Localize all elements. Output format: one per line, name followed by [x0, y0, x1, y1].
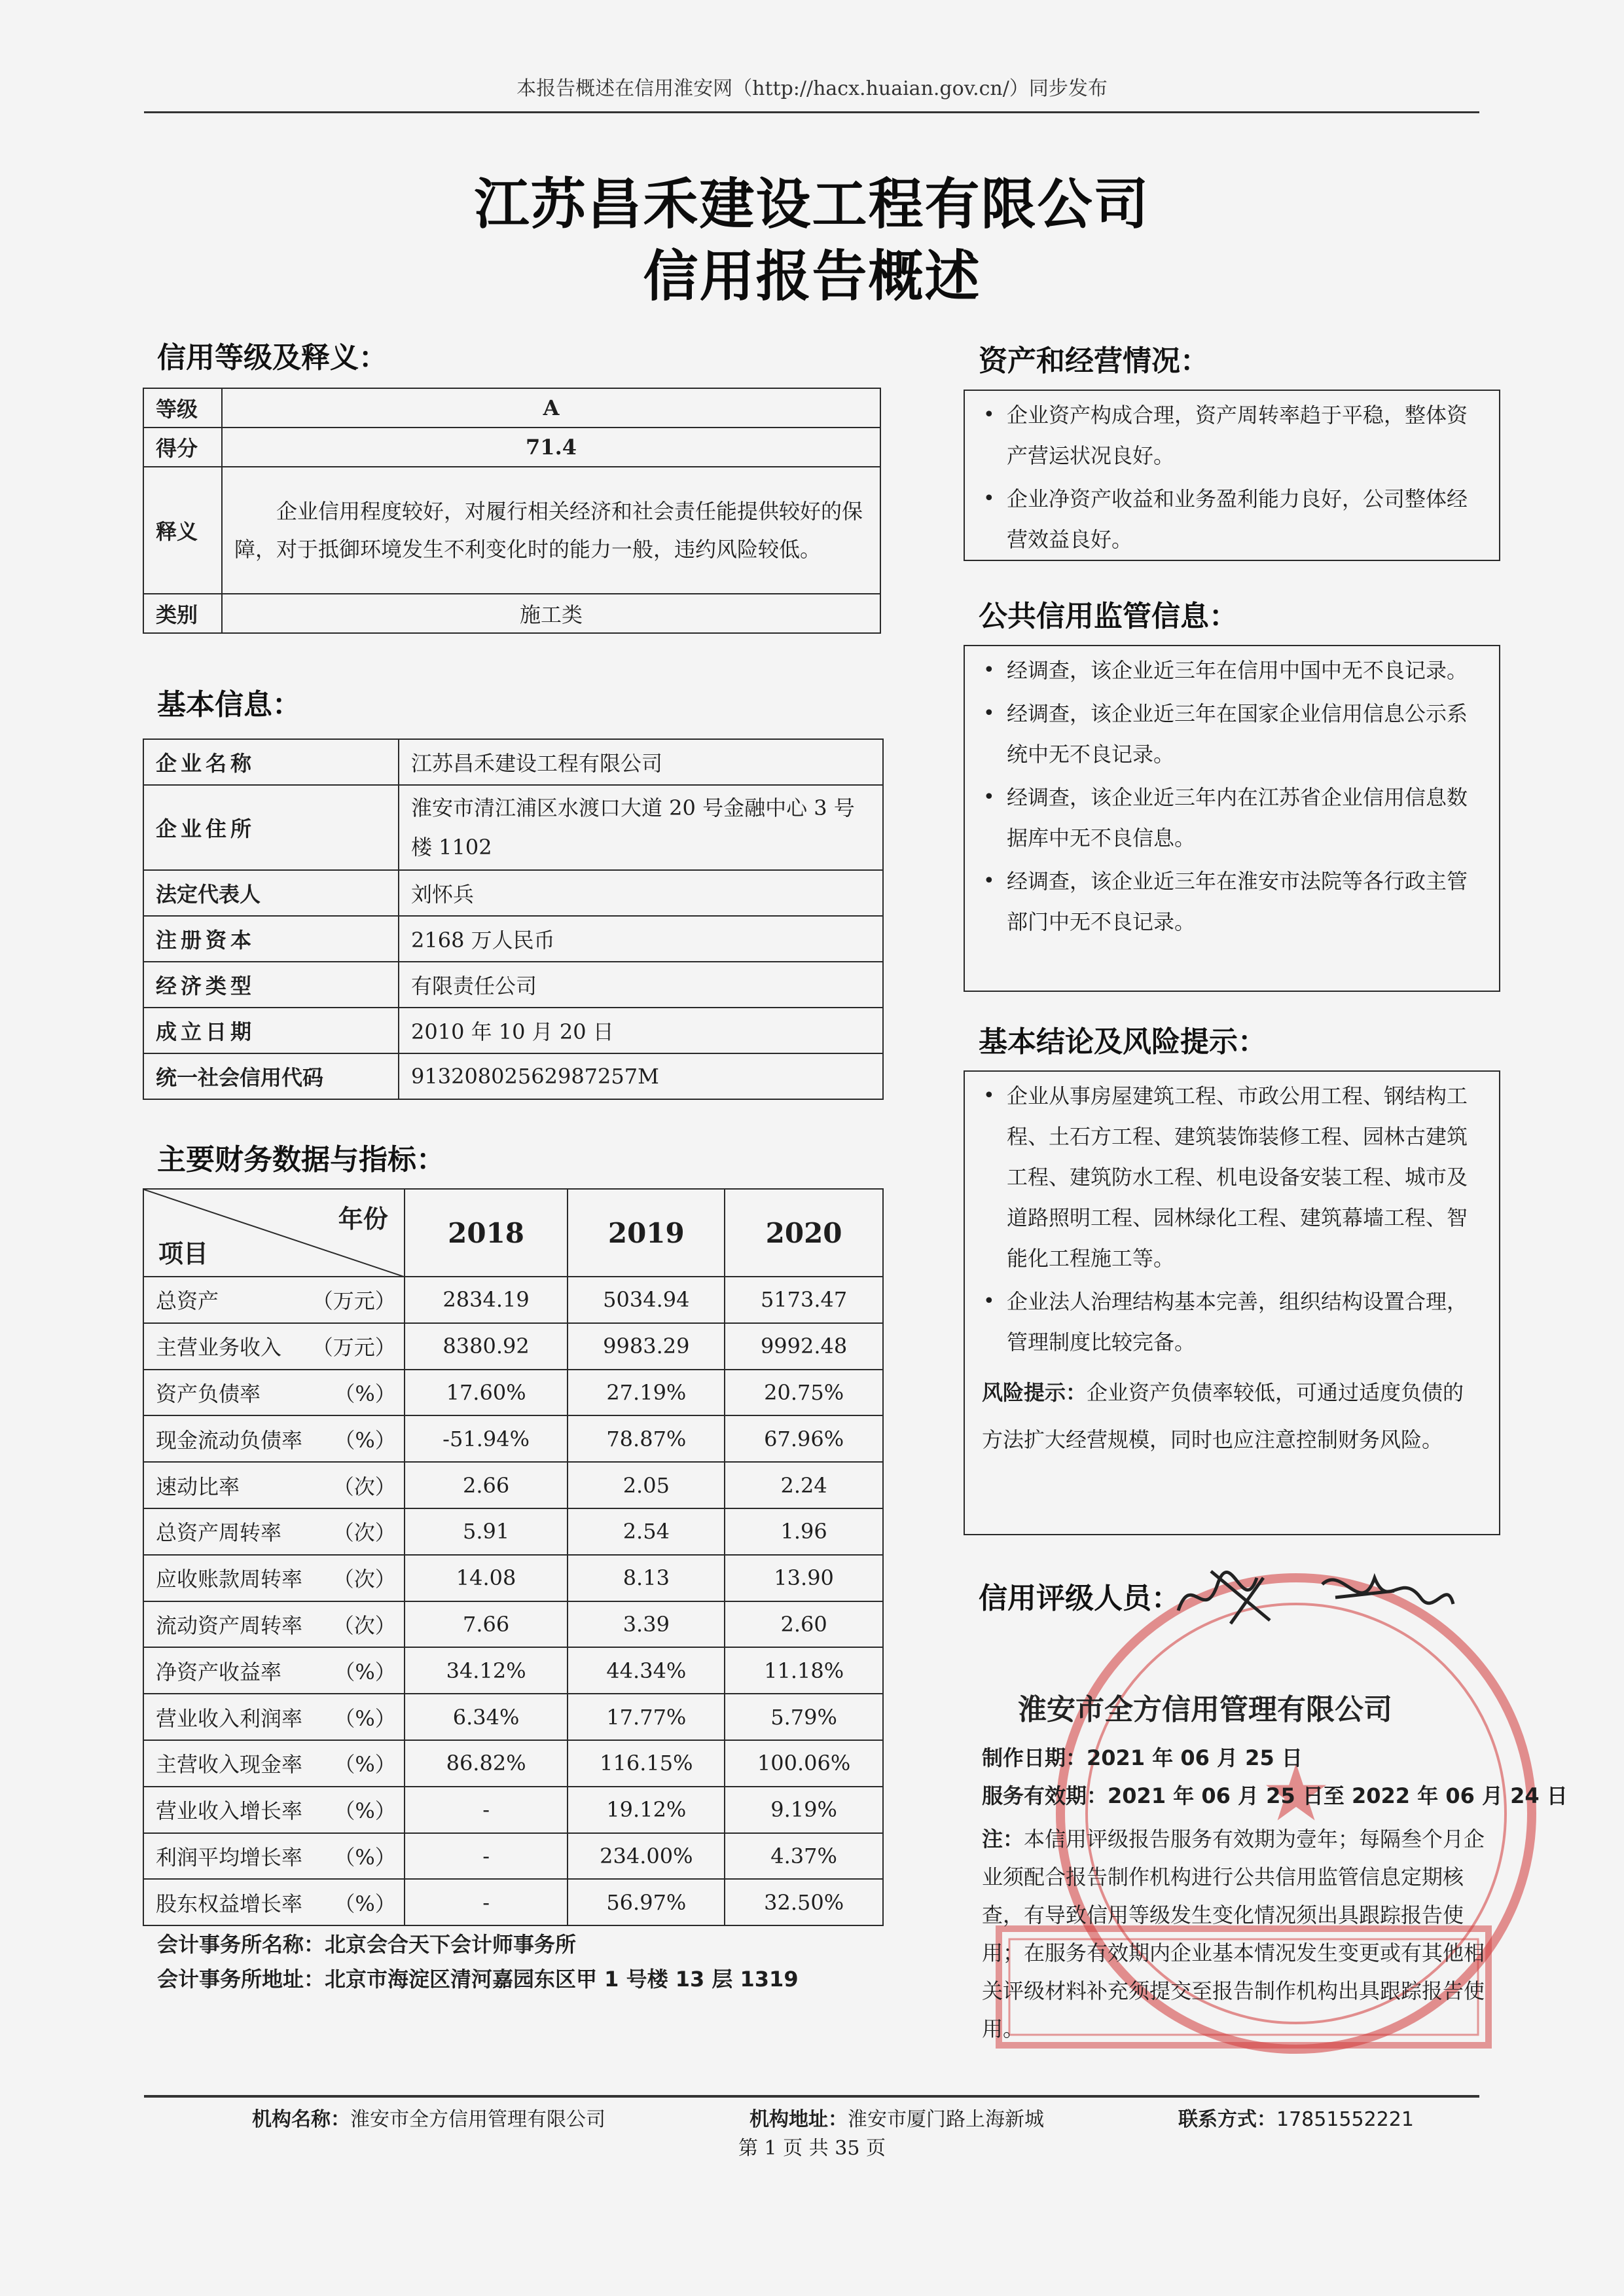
footer-addr-value: 淮安市厦门路上海新城	[848, 2108, 1044, 2131]
svg-text:★: ★	[1261, 1748, 1331, 1839]
finance-item-name: 营业收入利润率	[156, 1705, 303, 1731]
accounting-addr-line	[157, 1963, 799, 1993]
basic-label: 注册资本	[143, 916, 399, 962]
finance-value-cell: 2.24	[725, 1462, 883, 1508]
accounting-addr-label: 会计事务所地址：	[157, 1967, 325, 1992]
address-value: 淮安市清江浦区水渡口大道 20 号金融中心 3 号楼 1102	[399, 785, 883, 870]
rating-section-title: 信用等级及释义：	[157, 341, 388, 374]
finance-row	[143, 1555, 883, 1601]
basic-row	[143, 870, 883, 916]
finance-item-unit: （%）	[334, 1427, 396, 1453]
basic-row	[143, 962, 883, 1008]
finance-item-unit: （%）	[334, 1752, 396, 1777]
finance-row	[143, 1462, 883, 1508]
finance-value-cell: 86.82%	[405, 1740, 568, 1787]
finance-value-cell: 5.91	[405, 1508, 568, 1555]
date-line	[982, 1741, 1303, 1772]
footer-contact	[1178, 2103, 1414, 2132]
note-block	[982, 1820, 1499, 2048]
category-value: 施工类	[222, 594, 880, 633]
footer-addr	[749, 2103, 1044, 2132]
category-label: 类别	[143, 594, 222, 633]
finance-value-cell: 3.39	[568, 1601, 725, 1648]
finance-item-cell	[143, 1740, 405, 1787]
finance-item-unit: （次）	[333, 1567, 396, 1592]
finance-value-cell: 34.12%	[405, 1647, 568, 1694]
supervision-item: • 经调查，该企业近三年在国家企业信用信息公示系统中无不良记录。	[983, 693, 1479, 774]
finance-value-cell: 116.15%	[568, 1740, 725, 1787]
finance-value-cell: -	[405, 1833, 568, 1880]
date-value: 2021 年 06 月 25 日	[1087, 1745, 1303, 1770]
finance-value-cell: 56.97%	[568, 1879, 725, 1925]
finance-value-cell: 14.08	[405, 1555, 568, 1601]
finance-value-cell: 2.05	[568, 1462, 725, 1508]
accounting-firm-value: 北京会合天下会计师事务所	[325, 1932, 577, 1957]
finance-value-cell: -51.94%	[405, 1415, 568, 1462]
finance-item-name: 现金流动负债率	[156, 1427, 303, 1453]
finance-value-cell: 11.18%	[725, 1647, 883, 1694]
finance-item-name: 净资产收益率	[156, 1659, 282, 1685]
finance-value-cell: 78.87%	[568, 1415, 725, 1462]
finance-value-cell: 2.60	[725, 1601, 883, 1648]
footer-rule	[144, 2095, 1479, 2098]
finance-item-name: 主营收入现金率	[156, 1752, 303, 1777]
finance-value-cell: 5173.47	[725, 1277, 883, 1323]
finance-value-cell: 5.79%	[725, 1694, 883, 1740]
finance-item-unit: （%）	[334, 1659, 396, 1685]
finance-item-name: 营业收入增长率	[156, 1798, 303, 1824]
supervision-section-title: 公共信用监管信息：	[979, 600, 1238, 633]
finance-item-unit: （%）	[334, 1844, 396, 1870]
explain-label: 释义	[143, 467, 222, 594]
basic-label: 法定代表人	[143, 870, 399, 916]
finance-item-name: 资产负债率	[156, 1381, 261, 1406]
finance-value-cell: 20.75%	[725, 1370, 883, 1416]
basic-row	[143, 739, 883, 785]
economic-type-value: 有限责任公司	[399, 962, 883, 1008]
finance-table	[143, 1188, 884, 1926]
grade-value: A	[222, 388, 880, 428]
accounting-firm-label: 会计事务所名称：	[157, 1932, 325, 1957]
finance-item-unit: （%）	[334, 1381, 396, 1406]
assets-item: • 企业资产构成合理，资产周转率趋于平稳，整体资产营运状况良好。	[983, 395, 1479, 476]
basic-label: 企业名称	[143, 739, 399, 785]
finance-item-cell	[143, 1370, 405, 1416]
assets-item: • 企业净资产收益和业务盈利能力良好，公司整体经营效益良好。	[983, 479, 1479, 560]
finance-value-cell: -	[405, 1879, 568, 1925]
finance-item-name: 速动比率	[156, 1474, 240, 1499]
risk-block	[965, 1365, 1499, 1463]
corner-header-cell	[143, 1189, 405, 1277]
finance-value-cell: 2.54	[568, 1508, 725, 1555]
score-value: 71.4	[222, 428, 880, 467]
page-title-company: 江苏昌禾建设工程有限公司	[474, 172, 1150, 236]
finance-value-cell: 27.19%	[568, 1370, 725, 1416]
rating-table	[143, 388, 881, 634]
finance-value-cell: 9.19%	[725, 1787, 883, 1833]
finance-item-cell	[143, 1462, 405, 1508]
finance-item-name: 主营业务收入	[156, 1335, 282, 1360]
header-rule	[144, 111, 1479, 113]
basic-label: 成立日期	[143, 1008, 399, 1053]
finance-item-unit: （万元）	[312, 1335, 396, 1360]
risk-text: 企业资产负债率较低，可通过适度负债的方法扩大经营规模，同时也应注意控制财务风险。	[982, 1380, 1464, 1452]
page-title-report: 信用报告概述	[643, 244, 981, 308]
supervision-item: • 经调查，该企业近三年在淮安市法院等各行政主管部门中无不良记录。	[983, 861, 1479, 942]
date-label: 制作日期：	[982, 1745, 1087, 1770]
finance-item-cell	[143, 1833, 405, 1880]
supervision-item: • 经调查，该企业近三年内在江苏省企业信用信息数据库中无不良信息。	[983, 777, 1479, 858]
finance-value-cell: 32.50%	[725, 1879, 883, 1925]
finance-value-cell: 7.66	[405, 1601, 568, 1648]
basic-label: 企业住所	[143, 785, 399, 870]
finance-item-unit: （次）	[333, 1613, 396, 1638]
finance-item-name: 股东权益增长率	[156, 1891, 303, 1916]
finance-item-cell	[143, 1508, 405, 1555]
explain-text: 企业信用程度较好，对履行相关经济和社会责任能提供较好的保障，对于抵御环境发生不利变化时的能力一般，违约风险较低。	[222, 467, 880, 594]
credit-code-value: 91320802562987257M	[399, 1053, 883, 1099]
finance-value-cell: 9992.48	[725, 1323, 883, 1370]
basic-row	[143, 916, 883, 962]
finance-item-cell	[143, 1415, 405, 1462]
conclusion-box	[964, 1070, 1500, 1535]
footer-addr-label: 机构地址：	[749, 2108, 848, 2131]
accounting-addr-value: 北京市海淀区清河嘉园东区甲 1 号楼 13 层 1319	[325, 1967, 799, 1992]
company-name-value: 江苏昌禾建设工程有限公司	[399, 739, 883, 785]
finance-item-name: 总资产	[156, 1288, 219, 1314]
conclusion-item: • 企业从事房屋建筑工程、市政公用工程、钢结构工程、土石方工程、建筑装饰装修工程、园林古建筑工程、建筑防水工程、机电设备安装工程、城市及道路照明工程、园林绿化工程、建筑幕墙工程、智能化工程施工等。	[983, 1076, 1479, 1279]
finance-row	[143, 1647, 883, 1694]
founded-date-value: 2010 年 10 月 20 日	[399, 1008, 883, 1053]
footer-contact-value: 17851552221	[1276, 2108, 1414, 2131]
basic-info-table	[143, 738, 884, 1100]
finance-value-cell: 2.66	[405, 1462, 568, 1508]
footer-org	[252, 2103, 605, 2132]
finance-row	[143, 1787, 883, 1833]
finance-row	[143, 1415, 883, 1462]
finance-item-cell	[143, 1879, 405, 1925]
year-header: 2019	[568, 1189, 725, 1277]
assets-section-title: 资产和经营情况：	[979, 344, 1209, 378]
basic-row	[143, 1053, 883, 1099]
footer-contact-label: 联系方式：	[1178, 2108, 1276, 2131]
finance-value-cell: 8.13	[568, 1555, 725, 1601]
finance-value-cell: 2834.19	[405, 1277, 568, 1323]
finance-row	[143, 1740, 883, 1787]
capital-value: 2168 万人民币	[399, 916, 883, 962]
finance-item-cell	[143, 1694, 405, 1740]
note-text: 本信用评级报告服务有效期为壹年；每隔叁个月企业须配合报告制作机构进行公共信用监管信息定期核查，有导致信用等级发生变化情况须出具跟踪报告使用；在服务有效期内企业基本情况发生变更或有其他相关评级材料补充须提交至报告制作机构出具跟踪报告使用。	[982, 1827, 1485, 2041]
conclusion-section-title: 基本结论及风险提示：	[979, 1025, 1267, 1059]
finance-item-cell	[143, 1601, 405, 1648]
rater-label: 信用评级人员：	[979, 1582, 1180, 1615]
page-number: 第 1 页 共 35 页	[738, 2137, 886, 2160]
finance-value-cell: 234.00%	[568, 1833, 725, 1880]
publish-notice: 本报告概述在信用淮安网（http://hacx.huaian.gov.cn/）同步发布	[516, 77, 1108, 100]
accounting-firm-line	[157, 1928, 576, 1958]
finance-value-cell: 19.12%	[568, 1787, 725, 1833]
finance-value-cell: 100.06%	[725, 1740, 883, 1787]
footer-org-label: 机构名称：	[252, 2108, 350, 2131]
legal-rep-value: 刘怀兵	[399, 870, 883, 916]
year-header: 2020	[725, 1189, 883, 1277]
note-label: 注：	[982, 1827, 1024, 1851]
footer-org-value: 淮安市全方信用管理有限公司	[350, 2108, 605, 2131]
valid-line	[982, 1779, 1568, 1810]
finance-item-cell	[143, 1647, 405, 1694]
finance-value-cell: 4.37%	[725, 1833, 883, 1880]
finance-row	[143, 1833, 883, 1880]
finance-row	[143, 1694, 883, 1740]
conclusion-item: • 企业法人治理结构基本完善，组织结构设置合理，管理制度比较完备。	[983, 1281, 1479, 1362]
basic-row	[143, 1008, 883, 1053]
basic-label: 经济类型	[143, 962, 399, 1008]
finance-value-cell: 17.77%	[568, 1694, 725, 1740]
basic-label: 统一社会信用代码	[143, 1053, 399, 1099]
finance-value-cell: 5034.94	[568, 1277, 725, 1323]
finance-row	[143, 1277, 883, 1323]
finance-row	[143, 1508, 883, 1555]
basic-row	[143, 785, 883, 870]
finance-item-name: 总资产周转率	[156, 1520, 282, 1546]
assets-box	[964, 390, 1500, 561]
finance-value-cell: 6.34%	[405, 1694, 568, 1740]
supervision-box	[964, 645, 1500, 992]
finance-item-unit: （次）	[333, 1474, 396, 1499]
finance-row	[143, 1323, 883, 1370]
corner-item-label: 项目	[158, 1239, 209, 1268]
finance-section-title: 主要财务数据与指标：	[157, 1143, 445, 1176]
finance-item-unit: （次）	[333, 1520, 396, 1546]
valid-value: 2021 年 06 月 25 日至 2022 年 06 月 24 日	[1108, 1783, 1568, 1808]
finance-value-cell: 1.96	[725, 1508, 883, 1555]
finance-row	[143, 1879, 883, 1925]
rater-signatures	[1172, 1558, 1460, 1637]
finance-item-unit: （%）	[334, 1798, 396, 1824]
finance-value-cell: 9983.29	[568, 1323, 725, 1370]
risk-label: 风险提示：	[982, 1380, 1087, 1405]
basic-section-title: 基本信息：	[157, 688, 301, 721]
finance-item-cell	[143, 1555, 405, 1601]
finance-item-unit: （%）	[334, 1891, 396, 1916]
finance-value-cell: 17.60%	[405, 1370, 568, 1416]
finance-item-name: 流动资产周转率	[156, 1613, 303, 1638]
rater-org: 淮安市全方信用管理有限公司	[1018, 1693, 1392, 1726]
score-label: 得分	[143, 428, 222, 467]
finance-item-unit: （万元）	[312, 1288, 396, 1314]
finance-item-cell	[143, 1323, 405, 1370]
finance-value-cell: 44.34%	[568, 1647, 725, 1694]
supervision-item: • 经调查，该企业近三年在信用中国中无不良记录。	[983, 650, 1479, 691]
finance-item-unit: （%）	[334, 1705, 396, 1731]
finance-value-cell: -	[405, 1787, 568, 1833]
grade-label: 等级	[143, 388, 222, 428]
valid-label: 服务有效期：	[982, 1783, 1108, 1808]
year-header: 2018	[405, 1189, 568, 1277]
finance-value-cell: 13.90	[725, 1555, 883, 1601]
finance-row	[143, 1370, 883, 1416]
finance-value-cell: 67.96%	[725, 1415, 883, 1462]
finance-item-cell	[143, 1277, 405, 1323]
corner-year-label: 年份	[338, 1205, 388, 1233]
finance-item-name: 应收账款周转率	[156, 1567, 303, 1592]
finance-item-cell	[143, 1787, 405, 1833]
finance-value-cell: 8380.92	[405, 1323, 568, 1370]
finance-item-name: 利润平均增长率	[156, 1844, 303, 1870]
finance-row	[143, 1601, 883, 1648]
